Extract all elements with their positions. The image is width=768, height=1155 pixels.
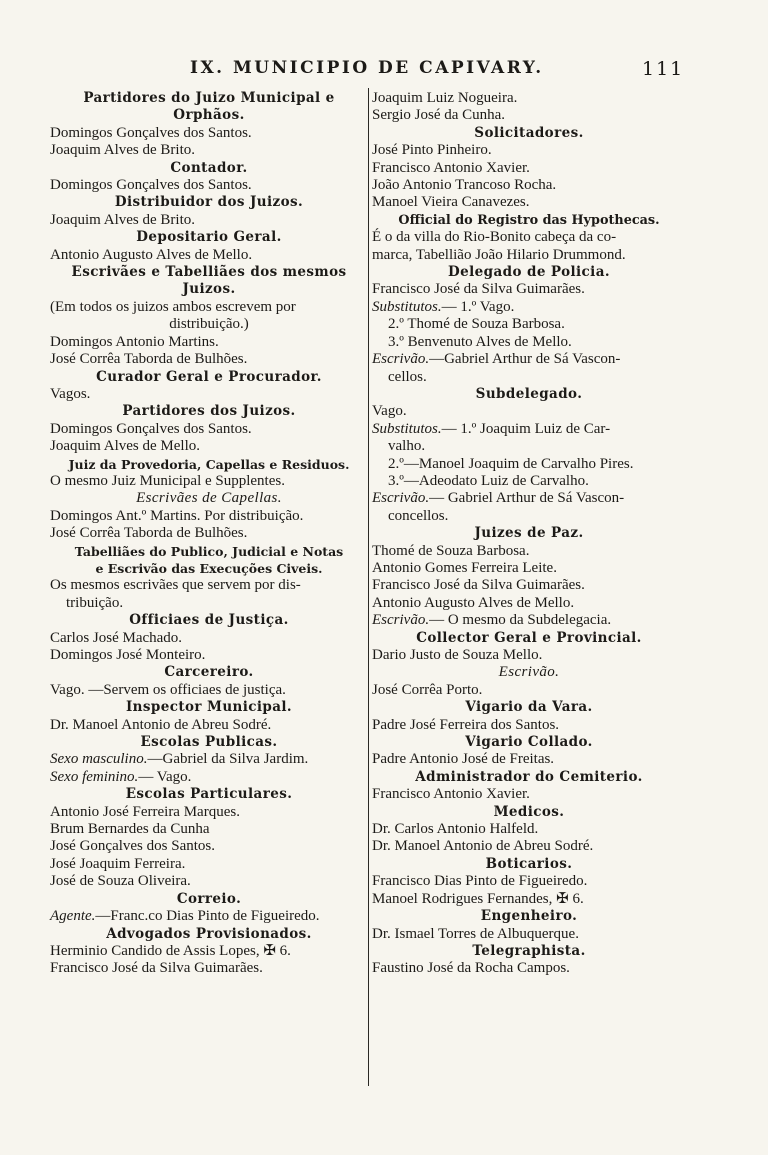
entry-label: Substitutos. xyxy=(372,420,442,437)
entry: Dario Justo de Souza Mello. xyxy=(372,647,543,663)
entry-value: — Vago. xyxy=(138,768,192,785)
entry: Sergio José da Cunha. xyxy=(372,107,506,124)
entry: Domingos Gonçalves dos Santos. xyxy=(50,420,252,437)
entry-value: — 1.º Vago. xyxy=(441,298,515,315)
section-heading: Escolas Publicas. xyxy=(140,734,278,751)
section-heading: e Escrivão das Execuções Civeis. xyxy=(95,560,323,576)
entry: valho. xyxy=(388,438,426,455)
entry-value: — Gabriel Arthur de Sá Vascon- xyxy=(429,490,625,507)
entry: Vago. —Servem os officiaes de justiça. xyxy=(50,681,286,698)
entry: Joaquim Alves de Brito. xyxy=(50,142,195,159)
entry: Vago. xyxy=(372,403,407,420)
entry: Antonio Augusto Alves de Mello. xyxy=(372,594,575,611)
entry: Dr. Ismael Torres de Albuquerque. xyxy=(372,925,579,942)
section-heading: Boticarios. xyxy=(485,855,573,872)
section-heading: Escrivães e Tabelliães dos mesmos xyxy=(71,264,347,281)
section-heading: Telegraphista. xyxy=(472,942,586,959)
section-heading: Advogados Provisionados. xyxy=(106,925,312,942)
entry: Domingos Antonio Martins. xyxy=(50,333,219,350)
entry: O mesmo Juiz Municipal e Supplentes. xyxy=(50,472,285,489)
section-heading: Delegado de Policia. xyxy=(448,264,610,281)
section-heading: Solicitadores. xyxy=(474,124,584,141)
entry: José Corrêa Taborda de Bulhões. xyxy=(50,351,248,368)
entry xyxy=(50,908,368,925)
section-heading: Medicos. xyxy=(493,803,565,820)
entry-value: —Franc.co Dias Pinto de Figueiredo. xyxy=(95,908,320,925)
entry: Herminio Candido de Assis Lopes, ✠ 6. xyxy=(50,942,291,959)
entry-label: Sexo feminino. xyxy=(50,768,139,785)
section-heading: Carcereiro. xyxy=(164,664,254,681)
section-heading: Tabelliães do Publico, Judicial e Notas xyxy=(74,543,344,559)
entry: Dr. Manoel Antonio de Abreu Sodré. xyxy=(372,838,594,855)
entry: Joaquim Alves de Brito. xyxy=(50,211,195,228)
entry: tribuição. xyxy=(66,594,124,611)
entry: marca, Tabellião João Hilario Drummond. xyxy=(372,246,626,263)
entry: Antonio Gomes Ferreira Leite. xyxy=(372,559,557,576)
entry: 2.º—Manoel Joaquim de Carvalho Pires. xyxy=(388,455,634,472)
section-heading: Curador Geral e Procurador. xyxy=(96,368,322,385)
entry-value: — O mesmo da Subdelegacia. xyxy=(429,612,612,629)
entry: Carlos José Machado. xyxy=(50,629,183,646)
entry: Francisco Dias Pinto de Figueiredo. xyxy=(372,873,588,890)
entry xyxy=(372,612,686,629)
entry: É o da villa do Rio-Bonito cabeça da co- xyxy=(372,229,617,246)
entry-value: —Gabriel Arthur de Sá Vascon- xyxy=(429,351,621,368)
entry: Domingos Gonçalves dos Santos. xyxy=(50,124,252,141)
section-heading: Vigario Collado. xyxy=(465,734,593,751)
entry-value: — 1.º Joaquim Luiz de Car- xyxy=(441,420,611,437)
page-number: 111 xyxy=(642,58,685,80)
section-heading: Contador. xyxy=(170,159,248,176)
section-heading: Orphãos. xyxy=(173,107,245,124)
entry: Faustino José da Rocha Campos. xyxy=(372,960,570,977)
entry: José Joaquim Ferreira. xyxy=(50,855,186,872)
entry-value: —Gabriel da Silva Jardim. xyxy=(147,751,309,768)
entry: concellos. xyxy=(388,507,449,524)
entry: José Corrêa Porto. xyxy=(372,681,483,698)
entry xyxy=(372,421,686,438)
entry: Francisco Antonio Xavier. xyxy=(372,159,530,176)
section-heading: Officiaes de Justiça. xyxy=(129,612,289,629)
entry: Antonio José Ferreira Marques. xyxy=(50,803,240,820)
section-heading: Inspector Municipal. xyxy=(125,699,293,716)
entry-label: Agente. xyxy=(50,908,96,925)
section-heading: Engenheiro. xyxy=(480,908,578,925)
entry: Os mesmos escrivães que servem por dis- xyxy=(50,577,301,594)
entry xyxy=(50,769,368,786)
entry-label: Escrivão. xyxy=(372,351,430,368)
subsection-heading: Escrivão. xyxy=(498,664,560,681)
entry: Domingos Gonçalves dos Santos. xyxy=(50,177,252,194)
section-heading: Distribuidor dos Juizos. xyxy=(114,194,304,211)
section-heading: Juizos. xyxy=(182,281,236,298)
entry: Manoel Vieira Canavezes. xyxy=(372,194,530,211)
page-header xyxy=(0,58,768,84)
section-heading: Partidores dos Juizos. xyxy=(122,403,296,420)
page-title: IX. MUNICIPIO DE CAPIVARY. xyxy=(190,58,544,78)
note: distribuição.) xyxy=(169,316,249,333)
entry: 3.º—Adeodato Luiz de Carvalho. xyxy=(388,472,589,489)
section-heading: Juiz da Provedoria, Capellas e Residuos. xyxy=(68,456,350,472)
entry: Francisco José da Silva Guimarães. xyxy=(50,960,263,977)
right-column xyxy=(372,90,686,978)
entry: Padre Antonio José de Freitas. xyxy=(372,751,555,768)
entry: Francisco José da Silva Guimarães. xyxy=(372,577,585,594)
entry: Vagos. xyxy=(50,385,91,402)
entry: Domingos José Monteiro. xyxy=(50,647,206,663)
section-heading: Correio. xyxy=(176,890,242,907)
entry xyxy=(372,351,686,368)
entry: Dr. Carlos Antonio Halfeld. xyxy=(372,821,539,838)
entry-label: Sexo masculino. xyxy=(50,751,148,768)
entry: Francisco José da Silva Guimarães. xyxy=(372,281,585,298)
note: (Em todos os juizos ambos escrevem por xyxy=(50,298,296,315)
section-heading: Depositario Geral. xyxy=(136,229,282,246)
entry: Joaquim Luiz Nogueira. xyxy=(372,90,518,106)
entry: Padre José Ferreira dos Santos. xyxy=(372,716,560,733)
entry-label: Escrivão. xyxy=(372,612,430,629)
subsection-heading: Escrivães de Capellas. xyxy=(136,490,282,507)
section-heading: Administrador do Cemiterio. xyxy=(415,768,643,785)
entry: Joaquim Alves de Mello. xyxy=(50,438,200,455)
entry: Antonio Augusto Alves de Mello. xyxy=(50,246,253,263)
entry: Domingos Ant.º Martins. Por distribuição. xyxy=(50,507,304,524)
entry: José Gonçalves dos Santos. xyxy=(50,838,215,855)
entry: Thomé de Souza Barbosa. xyxy=(372,542,530,559)
section-heading: Escolas Particulares. xyxy=(125,786,293,803)
section-heading: Partidores do Juizo Municipal e xyxy=(83,90,335,106)
entry xyxy=(50,751,368,768)
entry: João Antonio Trancoso Rocha. xyxy=(372,177,557,194)
left-column xyxy=(50,90,368,978)
entry-label: Escrivão. xyxy=(372,490,430,507)
entry: Brum Bernardes da Cunha xyxy=(50,821,210,838)
entry: 2.º Thomé de Souza Barbosa. xyxy=(388,316,565,333)
entry: 3.º Benvenuto Alves de Mello. xyxy=(388,333,572,350)
entry-label: Substitutos. xyxy=(372,298,442,315)
entry: José Corrêa Taborda de Bulhões. xyxy=(50,525,248,542)
entry: José Pinto Pinheiro. xyxy=(372,142,492,159)
entry: Dr. Manoel Antonio de Abreu Sodré. xyxy=(50,716,272,733)
entry: cellos. xyxy=(388,368,427,385)
entry: Francisco Antonio Xavier. xyxy=(372,786,530,803)
section-heading: Official do Registro das Hypothecas. xyxy=(398,212,660,228)
section-heading: Vigario da Vara. xyxy=(465,699,593,716)
section-heading: Collector Geral e Provincial. xyxy=(416,629,642,646)
section-heading: Juizes de Paz. xyxy=(474,525,584,542)
entry xyxy=(372,299,686,316)
entry: José de Souza Oliveira. xyxy=(50,873,191,890)
section-heading: Subdelegado. xyxy=(475,385,583,402)
entry xyxy=(372,490,686,507)
column-divider xyxy=(368,88,369,1086)
entry: Manoel Rodrigues Fernandes, ✠ 6. xyxy=(372,890,584,907)
